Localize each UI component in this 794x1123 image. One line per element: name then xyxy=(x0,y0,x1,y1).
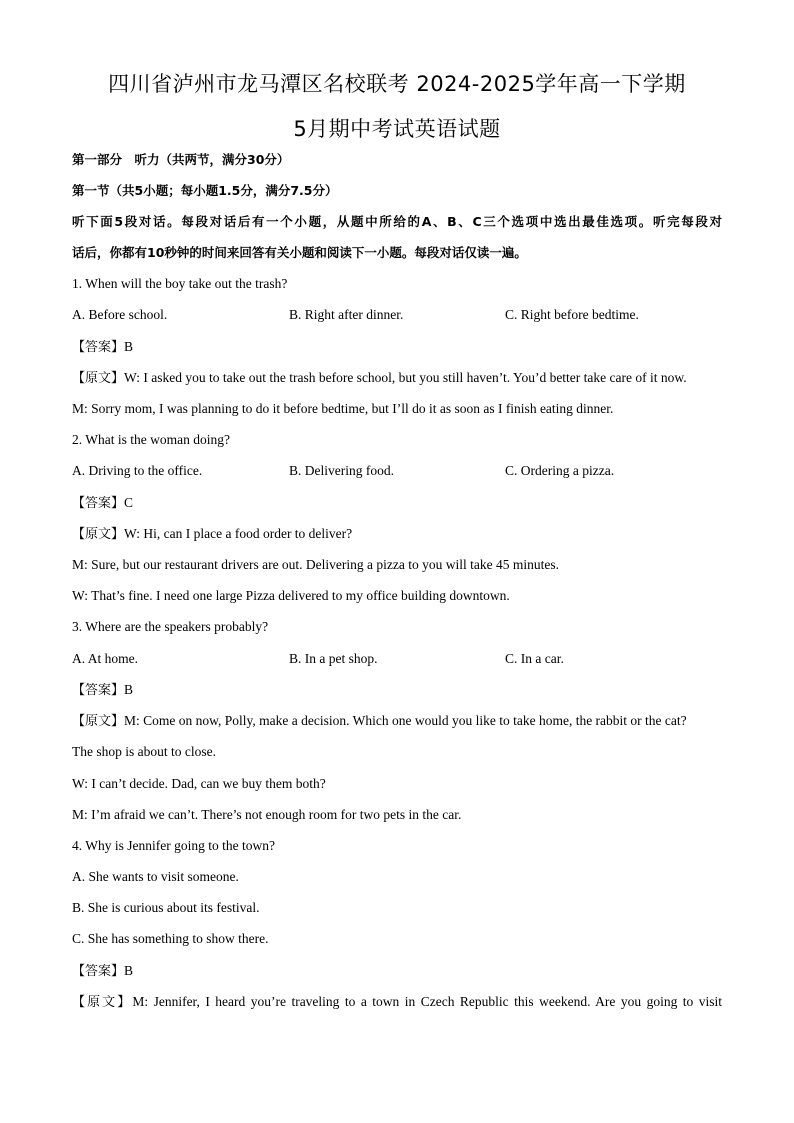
document-title-line2: 5月期中考试英语试题 xyxy=(293,117,501,141)
question-3-script-line-4: M: I’m afraid we can’t. There’s not enough room for two pets in the car. xyxy=(72,807,462,822)
question-4-option-a: A. She wants to visit someone. xyxy=(72,869,239,884)
question-2-option-a: A. Driving to the office. xyxy=(72,463,203,478)
answer-value: B xyxy=(124,682,134,697)
question-2-answer xyxy=(72,495,133,512)
instruction-line-1: 听下面5段对话。每段对话后有一个小题，从题中所给的A、B、C三个选项中选出最佳选项。听完每段对 xyxy=(72,214,722,229)
answer-value: B xyxy=(124,339,134,354)
part-heading: 第一部分 听力（共两节，满分30分） xyxy=(72,152,290,167)
question-3-script-line-2: The shop is about to close. xyxy=(72,744,216,759)
question-3-stem: 3. Where are the speakers probably? xyxy=(72,619,269,634)
question-2-option-b: B. Delivering food. xyxy=(289,463,394,478)
instruction-line-2: 话后，你都有10秒钟的时间来回答有关小题和阅读下一小题。每段对话仅读一遍。 xyxy=(72,245,527,260)
question-2-stem: 2. What is the woman doing? xyxy=(72,432,230,447)
subsection-heading: 第一节（共5小题；每小题1.5分，满分7.5分） xyxy=(72,183,338,198)
question-1-option-a: A. Before school. xyxy=(72,307,168,322)
question-3-option-a: A. At home. xyxy=(72,651,138,666)
document-title-line1: 四川省泸州市龙马潭区名校联考 2024-2025学年高一下学期 xyxy=(108,72,686,96)
question-3-script-line-3: W: I can’t decide. Dad, can we buy them both? xyxy=(72,776,326,791)
answer-label: 【答案】 xyxy=(72,496,125,511)
question-4-stem: 4. Why is Jennifer going to the town? xyxy=(72,838,275,853)
script-label: 【原文】 xyxy=(72,995,133,1010)
question-3-option-b: B. In a pet shop. xyxy=(289,651,378,666)
answer-label: 【答案】 xyxy=(72,683,125,698)
question-3-answer xyxy=(72,682,133,699)
answer-value: C xyxy=(124,495,134,510)
script-text: M: Jennifer, I heard you’re traveling to a town in Czech Republic this weekend. Are you going to visit xyxy=(132,994,722,1009)
answer-value: B xyxy=(124,963,134,978)
script-label: 【原文】 xyxy=(72,371,125,386)
answer-label: 【答案】 xyxy=(72,964,125,979)
script-label: 【原文】 xyxy=(72,527,125,542)
script-label: 【原文】 xyxy=(72,714,125,729)
question-1-stem: 1. When will the boy take out the trash? xyxy=(72,276,288,291)
question-1-script-line-2: M: Sorry mom, I was planning to do it before bedtime, but I’ll do it as soon as I finish eating dinner. xyxy=(72,401,614,416)
question-2-script-line-3: W: That’s fine. I need one large Pizza delivered to my office building downtown. xyxy=(72,588,510,603)
question-1-option-b: B. Right after dinner. xyxy=(289,307,404,322)
script-text: W: Hi, can I place a food order to deliver? xyxy=(124,526,353,541)
script-text: W: I asked you to take out the trash before school, but you still haven’t. You’d better take care of it now. xyxy=(124,370,687,385)
question-1-answer xyxy=(72,339,133,356)
question-3-option-c: C. In a car. xyxy=(505,651,564,666)
question-4-option-b: B. She is curious about its festival. xyxy=(72,900,260,915)
question-1-option-c: C. Right before bedtime. xyxy=(505,307,639,322)
question-4-option-c: C. She has something to show there. xyxy=(72,931,269,946)
question-2-script-line-1 xyxy=(72,526,352,543)
question-1-script-line-1 xyxy=(72,370,687,387)
question-3-script-line-1 xyxy=(72,713,687,730)
question-4-answer xyxy=(72,963,133,980)
script-text: M: Come on now, Polly, make a decision. Which one would you like to take home, the rabbit or the cat? xyxy=(124,713,687,728)
question-4-script-line-1 xyxy=(72,994,722,1011)
answer-label: 【答案】 xyxy=(72,340,125,355)
question-2-option-c: C. Ordering a pizza. xyxy=(505,463,615,478)
question-2-script-line-2: M: Sure, but our restaurant drivers are out. Delivering a pizza to you will take 45 minutes. xyxy=(72,557,559,572)
